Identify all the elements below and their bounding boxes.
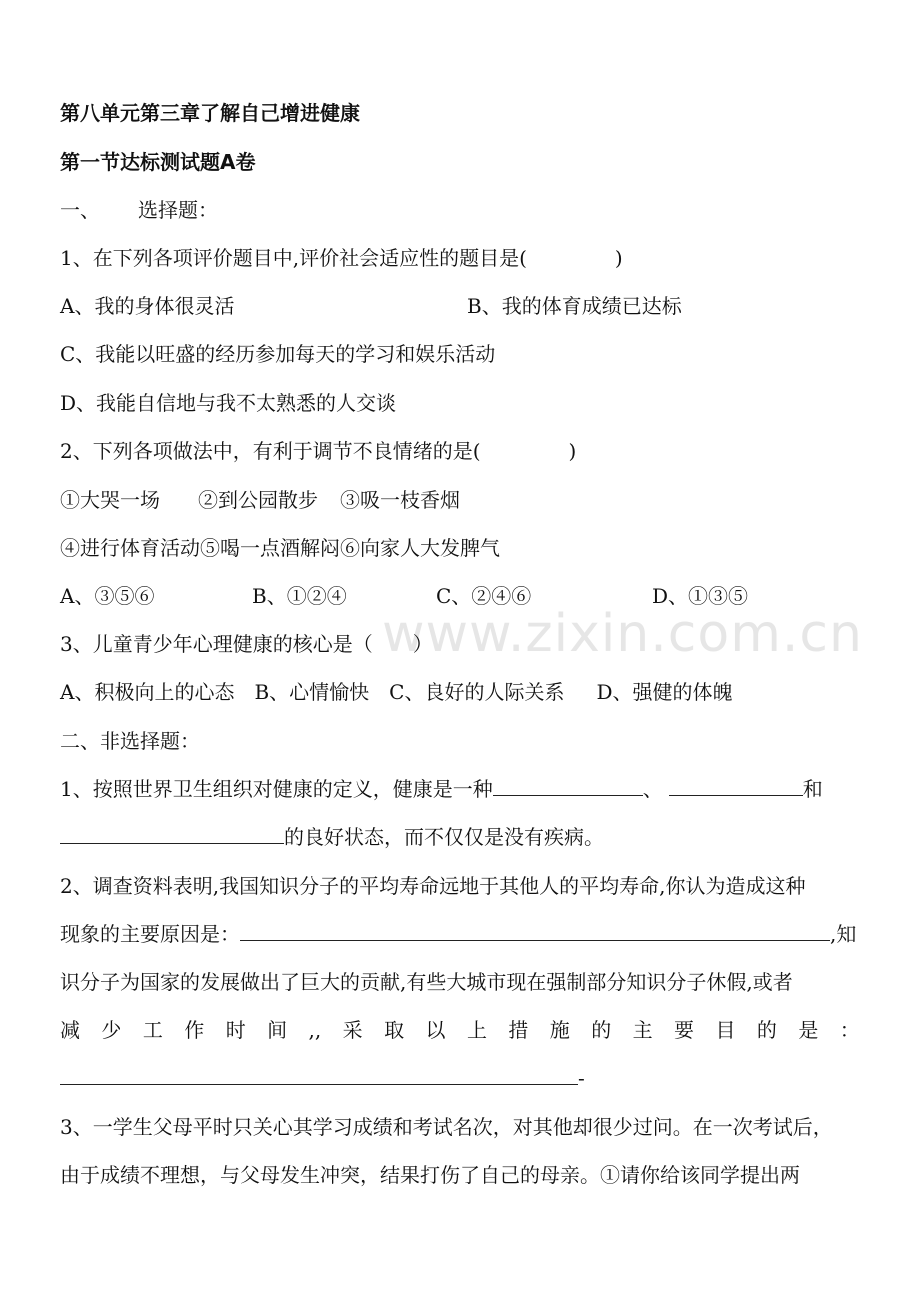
s2-q1-text: 1、按照世界卫生组织对健康的定义，健康是一种 bbox=[60, 777, 493, 801]
justified-char: 少 bbox=[101, 1018, 122, 1042]
justified-char: 减 bbox=[60, 1018, 80, 1042]
q2-option-d: D、①③⑤ bbox=[652, 584, 749, 608]
justified-char: 的 bbox=[591, 1018, 612, 1042]
justified-char: 要 bbox=[674, 1018, 695, 1042]
q3-option-b: B、心情愉快 bbox=[254, 680, 370, 704]
answer-blank[interactable] bbox=[669, 777, 803, 796]
q2-option-b: B、①②④ bbox=[252, 584, 347, 608]
q1-option-b: B、我的体育成绩已达标 bbox=[467, 294, 682, 318]
q2-stem bbox=[60, 438, 576, 464]
justified-char: 时 bbox=[225, 1018, 246, 1042]
q2-item-2: ②到公园散步 bbox=[198, 488, 318, 512]
q2-item-1: ①大哭一场 bbox=[60, 488, 160, 512]
justified-char: ,, bbox=[308, 1018, 322, 1042]
answer-blank[interactable] bbox=[60, 825, 284, 844]
answer-blank[interactable] bbox=[60, 1066, 578, 1085]
justified-char: ： bbox=[839, 1018, 860, 1042]
q2-item-3: ③吸一枝香烟 bbox=[340, 488, 460, 512]
q1-option-a: A、我的身体很灵活 bbox=[60, 294, 235, 318]
section1-heading bbox=[60, 197, 218, 223]
justified-char: 上 bbox=[466, 1018, 487, 1042]
section2-heading: 二、非选择题： bbox=[60, 729, 200, 753]
s2-q1-and: 和 bbox=[802, 777, 823, 801]
q3-option-c: C、良好的人际关系 bbox=[389, 680, 565, 704]
document-title: 第八单元第三章了解自己增进健康 bbox=[60, 101, 360, 125]
s2-q2-line3: 识分子为国家的发展做出了巨大的贡献,有些大城市现在强制部分知识分子休假,或者 bbox=[60, 970, 793, 994]
q2-stem-close: ) bbox=[568, 439, 577, 463]
s2-q2-dash: - bbox=[578, 1066, 585, 1090]
justified-char: 目 bbox=[715, 1018, 736, 1042]
justified-char: 取 bbox=[384, 1018, 405, 1042]
s2-q2-line5 bbox=[60, 1065, 585, 1091]
answer-blank[interactable] bbox=[493, 777, 643, 796]
q1-option-c: C、我能以旺盛的经历参加每天的学习和娱乐活动 bbox=[60, 342, 496, 366]
justified-char: 措 bbox=[508, 1018, 529, 1042]
section-subtitle: 第一节达标测试题A卷 bbox=[60, 150, 256, 174]
s2-q2-text-end: ,知 bbox=[830, 922, 857, 946]
q1-option-d: D、我能自信地与我不太熟悉的人交谈 bbox=[60, 391, 397, 415]
q1-stem-text: 1、在下列各项评价题目中,评价社会适应性的题目是( bbox=[60, 246, 527, 270]
s2-q1-line1 bbox=[60, 776, 823, 802]
s2-q2-line4 bbox=[60, 1017, 860, 1043]
q3-option-a: A、积极向上的心态 bbox=[60, 680, 235, 704]
watermark: www.zixin.com.cn bbox=[382, 604, 863, 664]
q2-items-row1 bbox=[60, 487, 460, 513]
q1-stem bbox=[60, 245, 623, 271]
justified-char: 采 bbox=[342, 1018, 363, 1042]
q2-option-a: A、③⑤⑥ bbox=[60, 584, 155, 608]
justified-char: 作 bbox=[184, 1018, 205, 1042]
s2-q2-line1: 2、调查资料表明,我国知识分子的平均寿命远地于其他人的平均寿命,你认为造成这种 bbox=[60, 874, 806, 898]
justified-char: 以 bbox=[425, 1018, 446, 1042]
section1-heading-text: 选择题： bbox=[138, 198, 218, 222]
s2-q3-line2: 由于成绩不理想，与父母发生冲突，结果打伤了自己的母亲。①请你给该同学提出两 bbox=[60, 1163, 800, 1187]
s2-q3-line1: 3、一学生父母平时只关心其学习成绩和考试名次，对其他却很少过问。在一次考试后， bbox=[60, 1115, 833, 1139]
section1-heading-num: 一、 bbox=[60, 198, 100, 222]
q3-option-d: D、强健的体魄 bbox=[596, 680, 733, 704]
s2-q1-separator: 、 bbox=[642, 777, 663, 801]
justified-char: 主 bbox=[632, 1018, 653, 1042]
s2-q2-line2 bbox=[60, 921, 856, 947]
q2-items-row2: ④进行体育活动⑤喝一点酒解闷⑥向家人大发脾气 bbox=[60, 536, 500, 560]
answer-blank[interactable] bbox=[240, 922, 830, 941]
justified-char: 间 bbox=[267, 1018, 288, 1042]
q3-options bbox=[60, 679, 733, 705]
s2-q1-text-end: 的良好状态，而不仅仅是没有疾病。 bbox=[284, 825, 604, 849]
s2-q1-line2 bbox=[60, 824, 604, 850]
justified-char: 的 bbox=[756, 1018, 777, 1042]
q1-stem-close: ) bbox=[614, 246, 623, 270]
justified-char: 是 bbox=[798, 1018, 819, 1042]
justified-char: 工 bbox=[142, 1018, 163, 1042]
justified-char: 施 bbox=[549, 1018, 570, 1042]
q3-stem: 3、儿童青少年心理健康的核心是（ ） bbox=[60, 632, 433, 656]
s2-q2-text: 现象的主要原因是： bbox=[60, 922, 240, 946]
q2-option-c: C、②④⑥ bbox=[436, 584, 532, 608]
q2-stem-text: 2、下列各项做法中，有利于调节不良情绪的是( bbox=[60, 439, 481, 463]
